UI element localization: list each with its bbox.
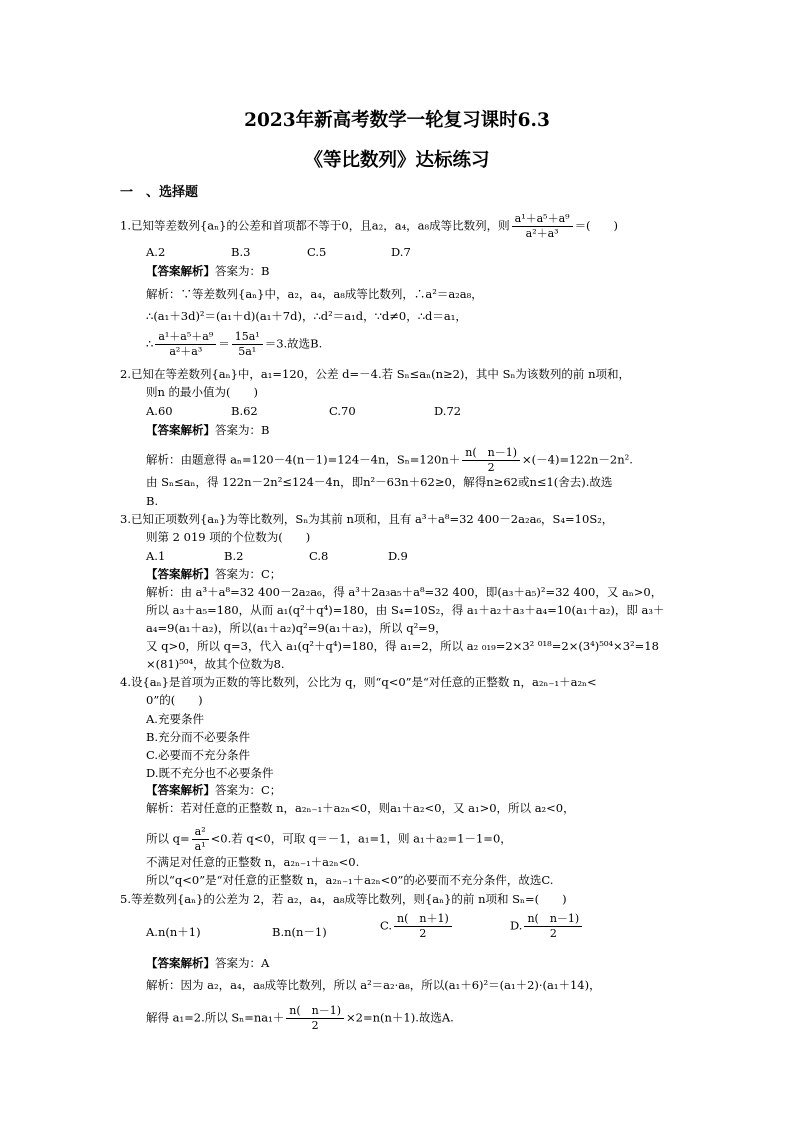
q2-sol1-fraction xyxy=(462,446,520,475)
q1-sol3-fraction-1 xyxy=(155,330,216,359)
q1-answer xyxy=(146,264,269,278)
q3-solution-line-5: ×(81)⁵⁰⁴，故其个位数为8. xyxy=(146,657,285,671)
q5-sol2-pre: 解得 a₁=2.所以 Sₙ=na₁＋ xyxy=(146,1010,285,1025)
q5-sol2-end: ×2=n(n＋1).故选A. xyxy=(346,1010,454,1025)
q4-sol2-pre: 所以 q= xyxy=(146,831,190,846)
q2-sol1-end: ×(－4)=122n－2n². xyxy=(522,452,633,467)
q5-optc-fraction xyxy=(394,912,452,941)
q1-stem-end: ＝( ) xyxy=(574,218,619,233)
q4-answer-text: 答案为：C； xyxy=(215,783,282,797)
q1-solution-line-3 xyxy=(146,330,322,359)
q2-solution-line-2: 由 Sₙ≤aₙ，得 122n－2n²≤124－4n，即n²－63n＋62≥0，解得n≥62或n≤1(舍去).故选 xyxy=(146,475,613,489)
q4-option-c: C.必要而不充分条件 xyxy=(146,748,251,762)
q1-option-d: D.7 xyxy=(391,245,411,259)
q2-option-b: B.62 xyxy=(231,404,258,418)
q1-sol3-f2-den: 5a¹ xyxy=(238,345,257,358)
q1-option-a: A.2 xyxy=(146,245,166,259)
q4-stem-line-2: 0”的( ) xyxy=(146,693,203,707)
q1-sol3-f2-num: 15a¹ xyxy=(232,330,263,345)
q1-sol3-mid: ＝ xyxy=(218,336,230,351)
q5-sol2-fraction xyxy=(286,1004,344,1033)
q5-optd-num: n( n－1) xyxy=(524,912,582,927)
q2-stem-line-2: 则n 的最小值为( ) xyxy=(146,385,259,399)
q3-option-a: A.1 xyxy=(146,549,166,563)
q4-solution-line-4: 所以“q<0”是“对任意的正整数 n，a₂ₙ₋₁＋a₂ₙ<0”的必要而不充分条件，故选C. xyxy=(146,873,554,887)
q2-sol1-frac-den: 2 xyxy=(487,461,495,474)
q1-sol3-f1-num: a¹＋a⁵＋a⁹ xyxy=(155,330,216,345)
document-subtitle: 《等比数列》达标练习 xyxy=(304,150,490,171)
q1-sol3-f1-den: a²＋a³ xyxy=(169,345,203,358)
q2-solution-line-1 xyxy=(146,446,633,475)
q2-sol1-pre: 解析：由题意得 aₙ=120－4(n－1)=124－4n，Sₙ=120n＋ xyxy=(146,452,461,467)
q3-stem-line-2: 则第 2 019 项的个位数为( ) xyxy=(146,530,311,544)
section-heading: 一 、选择题 xyxy=(120,185,199,200)
q5-answer-text: 答案为：A xyxy=(215,956,270,970)
q5-stem: 5.等差数列{aₙ}的公差为 2，若 a₂，a₄，a₈成等比数列，则{aₙ}的前 n项和 Sₙ=( ) xyxy=(120,892,567,906)
q4-stem-line-1: 4.设{aₙ}是首项为正数的等比数列，公比为 q，则“q<0”是“对任意的正整数 n，a₂ₙ₋₁＋a₂ₙ< xyxy=(120,675,597,689)
q2-answer xyxy=(146,423,269,437)
q1-solution-line-2: ∴(a₁＋3d)²＝(a₁＋d)(a₁＋7d)，∴d²＝a₁d，∵d≠0，∴d＝a₁， xyxy=(146,309,467,323)
q1-answer-tag: 【答案解析】 xyxy=(146,264,215,278)
q5-option-d xyxy=(510,912,584,941)
q5-sol2-frac-num: n( n－1) xyxy=(286,1004,344,1019)
q2-sol1-frac-num: n( n－1) xyxy=(462,446,520,461)
q1-fraction xyxy=(512,212,573,241)
q4-answer xyxy=(146,783,281,797)
q3-stem-line-1: 3.已知正项数列{aₙ}为等比数列，Sₙ为其前 n项和，且有 a³＋a⁸=32 400－2a₂a₆，S₄=10S₂， xyxy=(120,512,614,526)
q1-option-b: B.3 xyxy=(231,245,251,259)
q1-option-c: C.5 xyxy=(307,245,327,259)
q1-stem xyxy=(120,212,618,241)
q2-option-d: D.72 xyxy=(434,404,462,418)
q4-answer-tag: 【答案解析】 xyxy=(146,783,215,797)
q1-sol3-pre: ∴ xyxy=(146,336,154,351)
q4-solution-line-2 xyxy=(146,825,512,854)
q5-option-c xyxy=(380,912,454,941)
q5-answer-tag: 【答案解析】 xyxy=(146,956,215,970)
q1-fraction-denominator: a²＋a³ xyxy=(525,227,559,240)
q1-sol3-end: ＝3.故选B. xyxy=(264,336,323,351)
q4-sol2-end: <0.若 q<0，可取 q＝－1，a₁=1，则 a₁＋a₂=1－1=0， xyxy=(210,831,512,846)
q3-solution-line-2: 所以 a₃＋a₅=180，从而 a₁(q²＋q⁴)=180，由 S₄=10S₂，得 a₁＋a₂＋a₃＋a₄=10(a₁＋a₂)，即 a₃＋ xyxy=(146,603,665,617)
q5-answer xyxy=(146,956,269,970)
q5-option-b: B.n(n－1) xyxy=(272,925,327,939)
q4-option-a: A.充要条件 xyxy=(146,712,204,726)
q5-optc-den: 2 xyxy=(419,927,427,940)
q1-sol3-fraction-2 xyxy=(232,330,263,359)
q1-fraction-numerator: a¹＋a⁵＋a⁹ xyxy=(512,212,573,227)
q2-option-a: A.60 xyxy=(146,404,173,418)
q4-sol2-frac-num: a² xyxy=(192,825,209,840)
q3-solution-line-3: a₄=9(a₁＋a₂)，所以(a₁＋a₂)q²=9(a₁＋a₂)，所以 q²=9， xyxy=(146,621,447,635)
q3-answer-text: 答案为：C； xyxy=(215,567,282,581)
q3-option-c: C.8 xyxy=(309,549,329,563)
q4-sol2-frac-den: a¹ xyxy=(194,840,206,853)
q3-solution-line-4: 又 q>0，所以 q=3，代入 a₁(q²＋q⁴)=180，得 a₁=2，所以 a₂ ₀₁₉=2×3² ⁰¹⁸=2×(3⁴)⁵⁰⁴×3²=18 xyxy=(146,639,659,653)
q5-sol2-frac-den: 2 xyxy=(311,1019,319,1032)
q4-option-b: B.充分而不必要条件 xyxy=(146,730,251,744)
q3-answer xyxy=(146,567,281,581)
q5-optd-den: 2 xyxy=(549,927,557,940)
q5-solution-line-2 xyxy=(146,1004,454,1033)
q3-option-b: B.2 xyxy=(224,549,244,563)
q1-solution-line-1: 解析：∵等差数列{aₙ}中，a₂，a₄，a₈成等比数列，∴a²＝a₂a₈， xyxy=(146,287,483,301)
q4-solution-line-3: 不满足对任意的正整数 n，a₂ₙ₋₁＋a₂ₙ<0. xyxy=(146,855,360,869)
q2-option-c: C.70 xyxy=(329,404,356,418)
q5-optc-pre: C. xyxy=(380,918,393,933)
q2-solution-line-3: B. xyxy=(146,494,159,508)
q5-option-a: A.n(n＋1) xyxy=(146,925,201,939)
q5-solution-line-1: 解析：因为 a₂，a₄，a₈成等比数列，所以 a²＝a₂·a₈，所以(a₁＋6)²＝(a₁＋2)·(a₁＋14)， xyxy=(146,978,601,992)
q3-answer-tag: 【答案解析】 xyxy=(146,567,215,581)
q1-stem-text: 1.已知等差数列{aₙ}的公差和首项都不等于0，且a₂，a₄，a₈成等比数列，则 xyxy=(120,218,510,233)
q2-answer-tag: 【答案解析】 xyxy=(146,423,215,437)
q5-optd-pre: D. xyxy=(510,918,523,933)
q1-answer-text: 答案为：B xyxy=(215,264,270,278)
q4-sol2-fraction xyxy=(192,825,209,854)
q5-optd-fraction xyxy=(524,912,582,941)
document-title: 2023年新高考数学一轮复习课时6.3 xyxy=(244,110,550,131)
q3-option-d: D.9 xyxy=(388,549,408,563)
q5-optc-num: n( n＋1) xyxy=(394,912,452,927)
q2-stem-line-1: 2.已知在等差数列{aₙ}中，a₁=120，公差 d=－4.若 Sₙ≤aₙ(n≥2)，其中 Sₙ为该数列的前 n项和， xyxy=(120,367,630,381)
q4-solution-line-1: 解析：若对任意的正整数 n，a₂ₙ₋₁＋a₂ₙ<0，则a₁＋a₂<0，又 a₁>0，所以 a₂<0， xyxy=(146,801,575,815)
q4-option-d: D.既不充分也不必要条件 xyxy=(146,766,274,780)
q2-answer-text: 答案为：B xyxy=(215,423,270,437)
q3-solution-line-1: 解析：由 a³＋a⁸=32 400－2a₂a₆，得 a³＋2a₃a₅＋a⁸=32 400，即(a₃＋a₅)²=32 400，又 aₙ>0， xyxy=(146,585,663,599)
